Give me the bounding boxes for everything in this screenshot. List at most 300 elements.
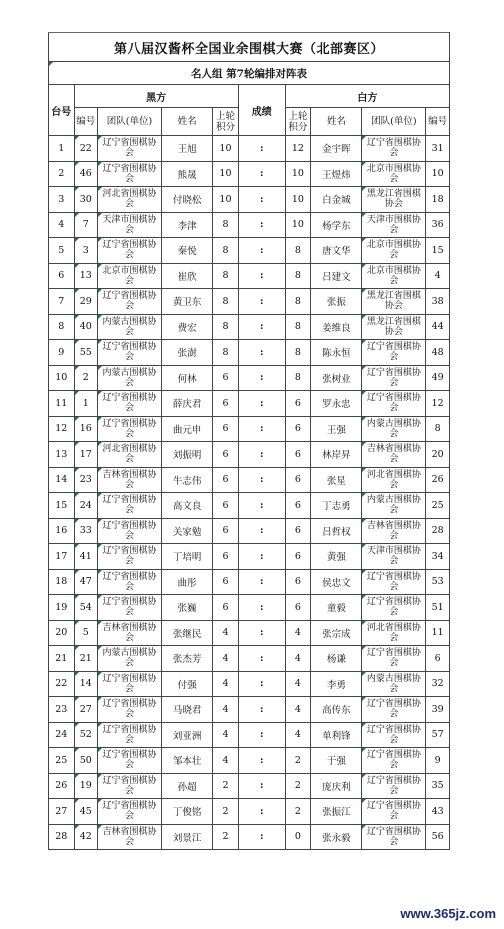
table-no-cell: 26 (49, 773, 75, 799)
white-team-cell: 辽宁省围棋协会 (362, 595, 426, 621)
black-team-cell: 吉林省围棋协会 (98, 467, 162, 493)
table-row (49, 187, 450, 213)
black-name-cell: 张继民 (162, 620, 213, 646)
white-team-cell: 辽宁省围棋协会 (362, 569, 426, 595)
table-row (49, 595, 450, 621)
white-team-cell: 辽宁省围棋协会 (362, 722, 426, 748)
white-num-cell: 51 (426, 595, 450, 621)
black-num-cell: 45 (74, 799, 97, 825)
black-name-cell: 刘振明 (162, 442, 213, 468)
white-num-cell: 18 (426, 187, 450, 213)
table-no-cell: 24 (49, 722, 75, 748)
white-name-cell: 金宇晖 (311, 136, 362, 162)
table-no-cell: 4 (49, 212, 75, 238)
black-name-cell: 熊晟 (162, 161, 213, 187)
black-team-cell: 辽宁省围棋协会 (98, 671, 162, 697)
black-name-cell: 黄卫东 (162, 289, 213, 315)
table-no-cell: 2 (49, 161, 75, 187)
black-name-cell: 丁俊铭 (162, 799, 213, 825)
black-name-cell: 崔欣 (162, 263, 213, 289)
black-name-cell: 曲彤 (162, 569, 213, 595)
table-row (49, 365, 450, 391)
table-no-cell: 28 (49, 824, 75, 850)
white-num-cell: 25 (426, 493, 450, 519)
white-score-cell: 10 (285, 212, 311, 238)
table-row (49, 697, 450, 723)
black-name-cell: 秦悦 (162, 238, 213, 264)
white-team-cell: 辽宁省围棋协会 (362, 340, 426, 366)
white-num-cell: 57 (426, 722, 450, 748)
white-name-cell: 张振 (311, 289, 362, 315)
white-num-cell: 32 (426, 671, 450, 697)
sheet-subtitle: 名人组 第7轮编排对阵表 (49, 62, 450, 85)
black-num-cell: 24 (74, 493, 97, 519)
black-team-cell: 内蒙古围棋协会 (98, 646, 162, 672)
white-name-cell: 王强 (311, 416, 362, 442)
result-cell: : (238, 340, 285, 366)
table-no-cell: 25 (49, 748, 75, 774)
sheet-title: 第八届汉酱杯全国业余围棋大赛（北部赛区） (49, 33, 450, 62)
white-name-cell: 张振江 (311, 799, 362, 825)
black-num-cell: 29 (74, 289, 97, 315)
black-name-cell: 付晓松 (162, 187, 213, 213)
result-cell: : (238, 442, 285, 468)
black-score-cell: 4 (213, 722, 239, 748)
white-name-cell: 林岸昇 (311, 442, 362, 468)
black-score-cell: 6 (213, 391, 239, 417)
header-white-team: 团队(单位) (362, 108, 426, 136)
black-num-cell: 13 (74, 263, 97, 289)
white-score-cell: 6 (285, 569, 311, 595)
black-team-cell: 辽宁省围棋协会 (98, 595, 162, 621)
black-team-cell: 辽宁省围棋协会 (98, 748, 162, 774)
black-team-cell: 辽宁省围棋协会 (98, 799, 162, 825)
table-no-cell: 14 (49, 467, 75, 493)
table-row (49, 569, 450, 595)
white-score-cell: 0 (285, 824, 311, 850)
black-team-cell: 辽宁省围棋协会 (98, 238, 162, 264)
white-score-cell: 8 (285, 289, 311, 315)
header-black-name: 姓名 (162, 108, 213, 136)
black-team-cell: 辽宁省围棋协会 (98, 518, 162, 544)
table-row (49, 136, 450, 162)
black-score-cell: 4 (213, 697, 239, 723)
black-team-cell: 内蒙古围棋协会 (98, 365, 162, 391)
black-score-cell: 2 (213, 824, 239, 850)
white-team-cell: 北京市围棋协会 (362, 263, 426, 289)
black-name-cell: 何林 (162, 365, 213, 391)
black-team-cell: 天津市围棋协会 (98, 212, 162, 238)
black-num-cell: 17 (74, 442, 97, 468)
white-num-cell: 35 (426, 773, 450, 799)
black-score-cell: 2 (213, 799, 239, 825)
white-name-cell: 于强 (311, 748, 362, 774)
white-team-cell: 河北省围棋协会 (362, 620, 426, 646)
white-name-cell: 李勇 (311, 671, 362, 697)
black-score-cell: 6 (213, 442, 239, 468)
table-no-cell: 27 (49, 799, 75, 825)
white-name-cell: 张树业 (311, 365, 362, 391)
black-name-cell: 马晓君 (162, 697, 213, 723)
black-team-cell: 辽宁省围棋协会 (98, 416, 162, 442)
table-row (49, 773, 450, 799)
black-team-cell: 辽宁省围棋协会 (98, 391, 162, 417)
black-name-cell: 丁培明 (162, 544, 213, 570)
black-score-cell: 8 (213, 263, 239, 289)
white-num-cell: 38 (426, 289, 450, 315)
white-name-cell: 杨学东 (311, 212, 362, 238)
table-row (49, 620, 450, 646)
white-score-cell: 6 (285, 518, 311, 544)
table-row (49, 493, 450, 519)
table-no-cell: 23 (49, 697, 75, 723)
black-score-cell: 8 (213, 212, 239, 238)
header-white-name: 姓名 (311, 108, 362, 136)
result-cell: : (238, 697, 285, 723)
white-team-cell: 辽宁省围棋协会 (362, 136, 426, 162)
black-num-cell: 47 (74, 569, 97, 595)
white-team-cell: 北京市围棋协会 (362, 161, 426, 187)
white-num-cell: 10 (426, 161, 450, 187)
white-name-cell: 吕哲权 (311, 518, 362, 544)
black-team-cell: 辽宁省围棋协会 (98, 289, 162, 315)
black-name-cell: 付强 (162, 671, 213, 697)
white-team-cell: 吉林省围棋协会 (362, 442, 426, 468)
white-num-cell: 20 (426, 442, 450, 468)
black-num-cell: 40 (74, 314, 97, 340)
black-name-cell: 薛庆君 (162, 391, 213, 417)
white-score-cell: 8 (285, 365, 311, 391)
white-name-cell: 姜维良 (311, 314, 362, 340)
black-team-cell: 辽宁省围棋协会 (98, 697, 162, 723)
table-no-cell: 1 (49, 136, 75, 162)
table-no-cell: 5 (49, 238, 75, 264)
pairing-sheet (48, 32, 450, 850)
white-name-cell: 陈永恒 (311, 340, 362, 366)
table-row (49, 442, 450, 468)
result-cell: : (238, 620, 285, 646)
black-name-cell: 关家勉 (162, 518, 213, 544)
white-score-cell: 6 (285, 544, 311, 570)
result-cell: : (238, 391, 285, 417)
black-name-cell: 王旭 (162, 136, 213, 162)
white-score-cell: 10 (285, 161, 311, 187)
result-cell: : (238, 314, 285, 340)
white-score-cell: 4 (285, 671, 311, 697)
black-num-cell: 14 (74, 671, 97, 697)
table-no-cell: 12 (49, 416, 75, 442)
white-score-cell: 6 (285, 442, 311, 468)
black-num-cell: 42 (74, 824, 97, 850)
table-no-cell: 8 (49, 314, 75, 340)
white-num-cell: 28 (426, 518, 450, 544)
white-name-cell: 张宗成 (311, 620, 362, 646)
header-black-score: 上轮积分 (213, 108, 239, 136)
table-row (49, 544, 450, 570)
black-team-cell: 河北省围棋协会 (98, 187, 162, 213)
black-team-cell: 河北省围棋协会 (98, 442, 162, 468)
result-cell: : (238, 824, 285, 850)
white-name-cell: 白金城 (311, 187, 362, 213)
black-name-cell: 费宏 (162, 314, 213, 340)
pairing-rows (49, 136, 450, 850)
black-team-cell: 辽宁省围棋协会 (98, 569, 162, 595)
black-name-cell: 李津 (162, 212, 213, 238)
table-row (49, 518, 450, 544)
result-cell: : (238, 161, 285, 187)
white-num-cell: 4 (426, 263, 450, 289)
black-num-cell: 7 (74, 212, 97, 238)
black-score-cell: 10 (213, 136, 239, 162)
white-num-cell: 31 (426, 136, 450, 162)
white-num-cell: 48 (426, 340, 450, 366)
white-team-cell: 内蒙古围棋协会 (362, 671, 426, 697)
table-row (49, 263, 450, 289)
pairing-table (48, 32, 450, 850)
white-name-cell: 童毅 (311, 595, 362, 621)
white-num-cell: 9 (426, 748, 450, 774)
result-cell: : (238, 365, 285, 391)
result-cell: : (238, 569, 285, 595)
watermark: www.365jz.com (400, 906, 496, 921)
white-team-cell: 辽宁省围棋协会 (362, 646, 426, 672)
table-no-cell: 20 (49, 620, 75, 646)
white-score-cell: 4 (285, 722, 311, 748)
white-team-cell: 辽宁省围棋协会 (362, 799, 426, 825)
table-no-cell: 6 (49, 263, 75, 289)
black-team-cell: 辽宁省围棋协会 (98, 493, 162, 519)
result-cell: : (238, 671, 285, 697)
white-score-cell: 4 (285, 620, 311, 646)
table-no-cell: 11 (49, 391, 75, 417)
black-num-cell: 2 (74, 365, 97, 391)
white-num-cell: 12 (426, 391, 450, 417)
black-num-cell: 1 (74, 391, 97, 417)
result-cell: : (238, 187, 285, 213)
white-name-cell: 黄强 (311, 544, 362, 570)
table-no-cell: 18 (49, 569, 75, 595)
black-num-cell: 52 (74, 722, 97, 748)
result-cell: : (238, 467, 285, 493)
white-name-cell: 唐文华 (311, 238, 362, 264)
black-score-cell: 6 (213, 467, 239, 493)
white-name-cell: 吕建文 (311, 263, 362, 289)
header-white-score: 上轮积分 (285, 108, 311, 136)
white-num-cell: 49 (426, 365, 450, 391)
table-row (49, 416, 450, 442)
white-num-cell: 39 (426, 697, 450, 723)
white-num-cell: 6 (426, 646, 450, 672)
white-score-cell: 6 (285, 391, 311, 417)
black-num-cell: 5 (74, 620, 97, 646)
table-row (49, 671, 450, 697)
table-row (49, 467, 450, 493)
white-score-cell: 8 (285, 263, 311, 289)
result-cell: : (238, 518, 285, 544)
result-cell: : (238, 544, 285, 570)
black-score-cell: 6 (213, 569, 239, 595)
white-team-cell: 河北省围棋协会 (362, 467, 426, 493)
white-name-cell: 单利锋 (311, 722, 362, 748)
white-num-cell: 34 (426, 544, 450, 570)
black-score-cell: 6 (213, 595, 239, 621)
black-score-cell: 10 (213, 187, 239, 213)
result-cell: : (238, 289, 285, 315)
table-row (49, 340, 450, 366)
header-table-no: 台号 (49, 85, 75, 136)
table-row (49, 824, 450, 850)
white-name-cell: 张星 (311, 467, 362, 493)
white-team-cell: 辽宁省围棋协会 (362, 824, 426, 850)
white-team-cell: 黑龙江省围棋协会 (362, 187, 426, 213)
white-team-cell: 黑龙江省围棋协会 (362, 289, 426, 315)
header-black: 黑方 (74, 85, 238, 108)
black-num-cell: 22 (74, 136, 97, 162)
table-row (49, 799, 450, 825)
white-team-cell: 北京市围棋协会 (362, 238, 426, 264)
white-name-cell: 罗永忠 (311, 391, 362, 417)
result-cell: : (238, 722, 285, 748)
black-team-cell: 辽宁省围棋协会 (98, 161, 162, 187)
result-cell: : (238, 799, 285, 825)
table-row (49, 161, 450, 187)
white-num-cell: 53 (426, 569, 450, 595)
black-score-cell: 4 (213, 748, 239, 774)
table-no-cell: 7 (49, 289, 75, 315)
white-score-cell: 12 (285, 136, 311, 162)
result-cell: : (238, 748, 285, 774)
table-row (49, 238, 450, 264)
black-name-cell: 张杰芳 (162, 646, 213, 672)
white-score-cell: 6 (285, 595, 311, 621)
black-team-cell: 吉林省围棋协会 (98, 824, 162, 850)
white-num-cell: 15 (426, 238, 450, 264)
black-team-cell: 辽宁省围棋协会 (98, 544, 162, 570)
white-team-cell: 辽宁省围棋协会 (362, 773, 426, 799)
black-score-cell: 8 (213, 340, 239, 366)
white-num-cell: 44 (426, 314, 450, 340)
result-cell: : (238, 595, 285, 621)
white-num-cell: 56 (426, 824, 450, 850)
black-score-cell: 8 (213, 289, 239, 315)
white-team-cell: 天津市围棋协会 (362, 212, 426, 238)
black-name-cell: 张巍 (162, 595, 213, 621)
white-num-cell: 26 (426, 467, 450, 493)
black-score-cell: 8 (213, 238, 239, 264)
white-score-cell: 2 (285, 748, 311, 774)
table-no-cell: 15 (49, 493, 75, 519)
header-result: 成绩 (238, 85, 285, 136)
white-name-cell: 高传东 (311, 697, 362, 723)
black-team-cell: 辽宁省围棋协会 (98, 136, 162, 162)
black-num-cell: 41 (74, 544, 97, 570)
white-score-cell: 8 (285, 314, 311, 340)
black-score-cell: 8 (213, 314, 239, 340)
white-team-cell: 天津市围棋协会 (362, 544, 426, 570)
header-black-num: 编号 (74, 108, 97, 136)
white-num-cell: 36 (426, 212, 450, 238)
white-score-cell: 8 (285, 340, 311, 366)
black-num-cell: 21 (74, 646, 97, 672)
table-no-cell: 22 (49, 671, 75, 697)
white-num-cell: 11 (426, 620, 450, 646)
result-cell: : (238, 212, 285, 238)
table-no-cell: 3 (49, 187, 75, 213)
table-no-cell: 19 (49, 595, 75, 621)
white-score-cell: 10 (285, 187, 311, 213)
result-cell: : (238, 493, 285, 519)
black-score-cell: 6 (213, 493, 239, 519)
white-score-cell: 6 (285, 467, 311, 493)
white-name-cell: 丁志勇 (311, 493, 362, 519)
black-score-cell: 4 (213, 671, 239, 697)
result-cell: : (238, 136, 285, 162)
table-no-cell: 21 (49, 646, 75, 672)
table-row (49, 748, 450, 774)
black-num-cell: 23 (74, 467, 97, 493)
black-num-cell: 19 (74, 773, 97, 799)
black-num-cell: 33 (74, 518, 97, 544)
black-team-cell: 北京市围棋协会 (98, 263, 162, 289)
black-team-cell: 辽宁省围棋协会 (98, 340, 162, 366)
white-name-cell: 张永毅 (311, 824, 362, 850)
black-num-cell: 50 (74, 748, 97, 774)
table-row (49, 391, 450, 417)
white-team-cell: 黑龙江省围棋协会 (362, 314, 426, 340)
table-row (49, 212, 450, 238)
result-cell: : (238, 646, 285, 672)
table-row (49, 646, 450, 672)
black-num-cell: 27 (74, 697, 97, 723)
black-num-cell: 16 (74, 416, 97, 442)
table-row (49, 722, 450, 748)
black-num-cell: 55 (74, 340, 97, 366)
table-row (49, 314, 450, 340)
white-score-cell: 2 (285, 799, 311, 825)
result-cell: : (238, 416, 285, 442)
white-name-cell: 杨谦 (311, 646, 362, 672)
black-team-cell: 辽宁省围棋协会 (98, 773, 162, 799)
black-name-cell: 刘亚洲 (162, 722, 213, 748)
white-name-cell: 王煜炜 (311, 161, 362, 187)
header-white-num: 编号 (426, 108, 450, 136)
black-name-cell: 高文良 (162, 493, 213, 519)
black-name-cell: 牛志伟 (162, 467, 213, 493)
black-name-cell: 邹本壮 (162, 748, 213, 774)
black-score-cell: 4 (213, 620, 239, 646)
white-score-cell: 6 (285, 416, 311, 442)
black-score-cell: 6 (213, 518, 239, 544)
table-no-cell: 9 (49, 340, 75, 366)
black-score-cell: 6 (213, 544, 239, 570)
result-cell: : (238, 263, 285, 289)
black-name-cell: 刘景江 (162, 824, 213, 850)
white-name-cell: 侯忠文 (311, 569, 362, 595)
white-score-cell: 8 (285, 238, 311, 264)
black-score-cell: 6 (213, 416, 239, 442)
black-num-cell: 3 (74, 238, 97, 264)
black-score-cell: 2 (213, 773, 239, 799)
black-name-cell: 曲元申 (162, 416, 213, 442)
table-row (49, 289, 450, 315)
header-white: 白方 (285, 85, 449, 108)
white-score-cell: 2 (285, 773, 311, 799)
black-score-cell: 6 (213, 365, 239, 391)
white-team-cell: 辽宁省围棋协会 (362, 697, 426, 723)
white-num-cell: 43 (426, 799, 450, 825)
white-team-cell: 辽宁省围棋协会 (362, 365, 426, 391)
result-cell: : (238, 238, 285, 264)
